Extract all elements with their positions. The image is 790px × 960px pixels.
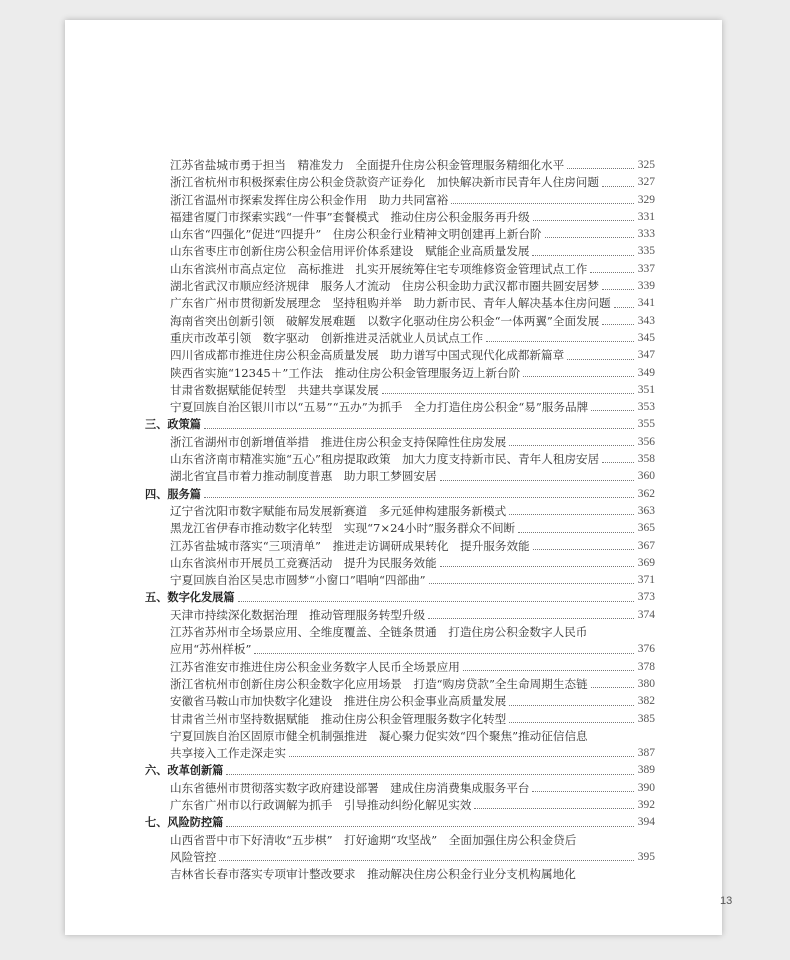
dot-leader [591,410,634,411]
toc-entry[interactable] [145,624,655,641]
toc-page-number: 360 [637,470,655,483]
toc-entry[interactable] [145,278,655,295]
toc-entry-title: 陕西省实施“12345＋”工作法 推动住房公积金管理服务迈上新台阶 [170,365,521,380]
toc-entry-title: 广东省广州市以行政调解为抓手 引导推动纠纷化解见实效 [170,797,472,812]
toc-page-number: 337 [637,262,655,275]
dot-leader [238,601,634,602]
toc-entry-title: 江苏省淮安市推进住房公积金业务数字人民币全场景应用 [170,659,460,674]
toc-entry-title: 江苏省盐城市落实“三项清单” 推进走访调研成果转化 提升服务效能 [170,538,530,553]
toc-entry-title: 七、风险防控篇 [145,816,224,830]
dot-leader [567,359,634,360]
toc-entry[interactable] [145,261,655,278]
toc-entry-title: 山西省晋中市下好清收“五步棋” 打好逾期“攻坚战” 全面加强住房公积金贷后 [170,832,577,847]
toc-page-number: 369 [637,556,655,569]
dot-leader [204,497,634,498]
toc-page-number: 329 [637,193,655,206]
toc-section-heading[interactable] [145,486,655,503]
dot-leader [382,393,634,394]
toc-entry[interactable] [145,434,655,451]
document-page [65,20,733,935]
dot-leader [533,549,634,550]
toc-entry-title: 安徽省马鞍山市加快数字化建设 推进住房公积金事业高质量发展 [170,694,507,709]
toc-page-number: 325 [637,159,655,171]
dot-leader [463,670,634,671]
toc-entry[interactable] [145,659,655,676]
toc-entry[interactable] [145,520,655,537]
dot-leader [254,653,633,654]
dot-leader [523,376,634,377]
toc-page-number: 371 [637,574,655,587]
toc-entry-title: 六、改革创新篇 [145,764,224,778]
toc-entry-title: 四川省成都市推进住房公积金高质量发展 助力谱写中国式现代化成都新篇章 [170,348,565,363]
toc-page-number: 341 [637,297,655,310]
toc-entry[interactable] [145,295,655,312]
toc-entry-title: 广东省广州市贯彻新发展理念 坚持租购并举 助力新市民、青年人解决基本住房问题 [170,296,611,311]
toc-page-number: 353 [637,401,655,414]
toc-entry-title: 山东省枣庄市创新住房公积金信用评价体系建设 赋能企业高质量发展 [170,244,530,259]
dot-leader [602,324,634,325]
toc-page-number: 385 [637,712,655,725]
toc-page-number: 376 [637,643,655,656]
toc-page-number: 389 [637,764,655,777]
toc-page-number: 335 [637,245,655,258]
toc-page-number: 367 [637,539,655,552]
toc-entry[interactable] [145,538,655,555]
toc-entry-title: 宁夏回族自治区银川市以“五易”“五办”为抓手 全力打造住房公积金“易”服务品牌 [170,400,589,415]
toc-section-heading[interactable] [145,814,655,831]
dot-leader [226,774,633,775]
page-number: 13 [720,895,733,907]
toc-page-number: 356 [637,435,655,448]
dot-leader [451,203,633,204]
toc-entry-title: 黑龙江省伊春市推动数字化转型 实现“7×24小时”服务群众不间断 [170,521,516,536]
toc-entry-title: 山东省德州市贯彻落实数字政府建设部署 建成住房消费集成服务平台 [170,780,530,795]
toc-page-number: 365 [637,522,655,535]
toc-entry-title: 三、政策篇 [145,418,201,432]
toc-entry-title: 浙江省杭州市积极探索住房公积金贷款资产证券化 加快解决新市民青年人住房问题 [170,175,599,190]
dot-leader [509,445,634,446]
dot-leader [440,566,634,567]
dot-leader [204,428,634,429]
toc-entry[interactable] [145,572,655,589]
toc-entry-title: 甘肃省数据赋能促转型 共建共享谋发展 [170,382,379,397]
toc-entry-title: 海南省突出创新引领 破解发展难题 以数字化驱动住房公积金“一体两翼”全面发展 [170,313,600,328]
dot-leader [532,791,633,792]
toc-entry[interactable] [145,555,655,572]
toc-page-number: 373 [637,591,655,604]
toc-entry-title: 风险管控 [170,849,217,864]
dot-leader [602,289,634,290]
toc-entry-title: 江苏省盐城市勇于担当 精准发力 全面提升住房公积金管理服务精细化水平 [170,158,565,172]
dot-leader [440,480,634,481]
toc-page-number: 380 [637,677,655,690]
toc-entry-title: 山东省滨州市开展员工竞赛活动 提升为民服务效能 [170,555,437,570]
toc-page-number: 378 [637,660,655,673]
dot-leader [428,618,634,619]
toc-page-number: 355 [637,418,655,431]
toc-entry[interactable] [145,451,655,468]
toc-page-number: 343 [637,314,655,327]
toc-entry[interactable] [145,468,655,485]
toc-page-number: 351 [637,383,655,396]
dot-leader [509,514,634,515]
toc-page-number: 387 [637,747,655,760]
dot-leader [567,168,634,169]
toc-section-heading[interactable] [145,416,655,433]
toc-entry-title: 湖北省武汉市顺应经济规律 服务人才流动 住房公积金助力武汉都市圈共圆安居梦 [170,279,599,294]
toc-entry[interactable] [145,641,655,658]
toc-page-number: 339 [637,280,655,293]
dot-leader [429,583,634,584]
toc-entry[interactable] [145,243,655,260]
toc-entry-title: 山东省滨州市高点定位 高标推进 扎实开展统筹住宅专项维修资金管理试点工作 [170,261,588,276]
toc-entry[interactable] [145,849,655,866]
dot-leader [590,272,633,273]
toc-entry-title: 应用“苏州样板” [170,642,252,657]
toc-entry[interactable] [145,866,655,883]
toc-entry[interactable] [145,313,655,330]
toc-page-number: 333 [637,228,655,241]
toc-entry[interactable] [145,365,655,382]
toc-entry-title: 五、数字化发展篇 [145,591,235,605]
dot-leader [602,186,634,187]
toc-entry-title: 宁夏回族自治区吴忠市圆梦“小窗口”唱响“四部曲” [170,573,426,588]
toc-page-number: 327 [637,176,655,189]
toc-entry[interactable] [145,728,655,745]
toc-page-number: 392 [637,798,655,811]
toc-entry-title: 浙江省湖州市创新增值举措 推进住房公积金支持保障性住房发展 [170,434,507,449]
toc-entry-title: 吉林省长春市落实专项审计整改要求 推动解决住房公积金行业分支机构属地化 [170,867,576,882]
dot-leader [591,687,634,688]
table-of-contents [145,157,655,883]
toc-page-number: 345 [637,331,655,344]
toc-entry[interactable] [145,607,655,624]
dot-leader [533,220,634,221]
toc-entry[interactable] [145,745,655,762]
toc-entry[interactable] [145,676,655,693]
dot-leader [509,722,634,723]
dot-leader [602,462,634,463]
toc-page-number: 363 [637,504,655,517]
toc-entry-title: 湖北省宜昌市着力推动制度普惠 助力职工梦圆安居 [170,469,437,484]
toc-entry-title: 山东省济南市精准实施“五心”租房提取政策 加大力度支持新市民、青年人租房安居 [170,452,600,467]
toc-page-number: 358 [637,453,655,466]
toc-page-number: 382 [637,695,655,708]
toc-page-number: 349 [637,366,655,379]
toc-entry[interactable] [145,382,655,399]
toc-entry[interactable] [145,330,655,347]
toc-section-heading[interactable] [145,762,655,779]
toc-entry-title: 甘肃省兰州市坚持数据赋能 推动住房公积金管理服务数字化转型 [170,711,507,726]
toc-entry[interactable] [145,780,655,797]
toc-page-number: 395 [637,850,655,863]
dot-leader [614,307,634,308]
toc-entry-title: 重庆市改革引领 数字驱动 创新推进灵活就业人员试点工作 [170,330,484,345]
toc-section-heading[interactable] [145,589,655,606]
toc-entry-title: 宁夏回族自治区固原市健全机制强推进 凝心聚力促实效“四个聚焦”推动征信信息 [170,728,588,743]
dot-leader [518,532,634,533]
dot-leader [474,808,633,809]
toc-page-number: 390 [637,781,655,794]
toc-entry[interactable] [145,693,655,710]
toc-entry-title: 天津市持续深化数据治理 推动管理服务转型升级 [170,607,426,622]
toc-entry-title: 共享接入工作走深走实 [170,746,286,761]
toc-entry[interactable] [145,157,655,174]
toc-entry-title: 江苏省苏州市全场景应用、全维度覆盖、全链条贯通 打造住房公积金数字人民币 [170,625,588,640]
dot-leader [486,341,634,342]
toc-entry[interactable] [145,226,655,243]
toc-entry[interactable] [145,174,655,191]
toc-entry[interactable] [145,347,655,364]
toc-entry[interactable] [145,503,655,520]
toc-page-number: 331 [637,210,655,223]
dot-leader [545,237,634,238]
toc-entry[interactable] [145,711,655,728]
dot-leader [509,705,634,706]
toc-entry-title: 福建省厦门市探索实践“一件事”套餐模式 推动住房公积金服务再升级 [170,209,530,224]
toc-entry[interactable] [145,399,655,416]
dot-leader [219,860,633,861]
toc-entry[interactable] [145,797,655,814]
toc-entry-title: 山东省“四强化”促进“四提升” 住房公积金行业精神文明创建再上新台阶 [170,227,542,242]
toc-page-number: 362 [637,487,655,500]
toc-entry-title: 辽宁省沈阳市数字赋能布局发展新赛道 多元延伸构建服务新模式 [170,503,507,518]
toc-page-number: 374 [637,608,655,621]
toc-entry-title: 四、服务篇 [145,487,201,501]
dot-leader [226,826,633,827]
toc-entry[interactable] [145,192,655,209]
toc-entry[interactable] [145,832,655,849]
dot-leader [289,756,634,757]
toc-entry-title: 浙江省杭州市创新住房公积金数字化应用场景 打造“购房贷款”全生命周期生态链 [170,676,588,691]
dot-leader [532,255,633,256]
toc-entry-title: 浙江省温州市探索发挥住房公积金作用 助力共同富裕 [170,192,449,207]
toc-page-number: 347 [637,349,655,362]
toc-entry[interactable] [145,209,655,226]
toc-page-number: 394 [637,816,655,829]
